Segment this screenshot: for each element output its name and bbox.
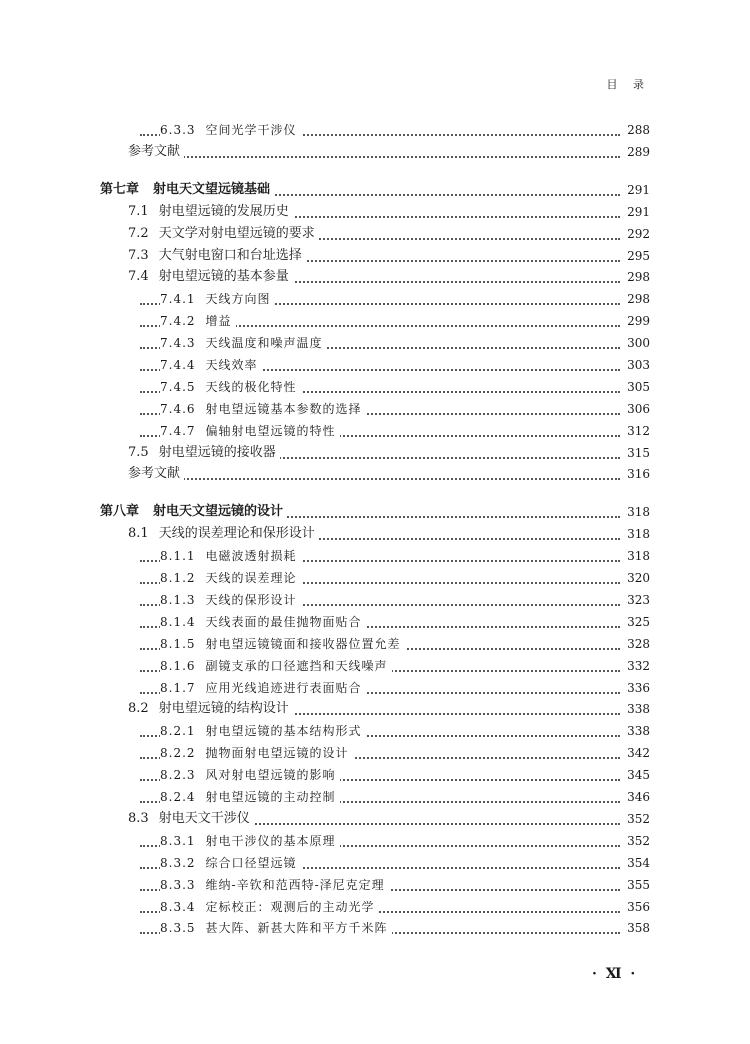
toc-entry-page: 318 <box>623 523 650 545</box>
toc-entry-title: 维纳-辛钦和范西特-泽尼克定理 <box>205 878 385 892</box>
toc-entry-number: 8.3.5 <box>160 921 196 935</box>
toc-entry-number: 7.3 <box>128 248 149 263</box>
toc-section-entry <box>0 698 750 720</box>
toc-subsection-entry <box>0 354 750 376</box>
toc-entry-label <box>160 742 353 764</box>
toc-entry-label <box>128 245 306 267</box>
toc-subsection-entry <box>0 611 750 633</box>
toc-entry-number: 7.2 <box>128 226 149 241</box>
toc-section-entry <box>0 245 750 267</box>
toc-entry-label <box>160 567 301 589</box>
toc-entry-page: 306 <box>623 398 650 420</box>
toc-entry-label <box>160 545 301 567</box>
toc-subsection-entry <box>0 119 750 141</box>
toc-subsection-entry <box>0 589 750 611</box>
toc-entry-number: 6.3.3 <box>160 123 196 137</box>
toc-subsection-entry <box>0 874 750 896</box>
toc-subsection-entry <box>0 633 750 655</box>
toc-entry-number: 8.1.6 <box>160 659 196 673</box>
toc-entry-label <box>160 633 405 655</box>
toc-entry-number: 8.3.4 <box>160 900 196 914</box>
toc-entry-title: 参考文献 <box>128 144 181 159</box>
toc-entry-label <box>128 463 184 485</box>
toc-entry-title: 射电望远镜的接收器 <box>158 445 276 460</box>
toc-entry-title: 甚大阵、新甚大阵和平方千米阵 <box>205 921 388 935</box>
toc-entry-number: 7.4.7 <box>160 424 196 438</box>
toc-entry-page: 305 <box>623 376 650 398</box>
toc-entry-number: 8.1 <box>128 526 149 541</box>
toc-entry-title: 大气射电窗口和台址选择 <box>158 248 302 263</box>
toc-entry-title: 天线的误差理论 <box>205 571 297 585</box>
toc-entry-title: 射电望远镜的基本结构形式 <box>205 724 362 738</box>
toc-entry-label <box>160 786 340 808</box>
toc-subsection-entry <box>0 567 750 589</box>
toc-entry-title: 射电望远镜的主动控制 <box>205 790 336 804</box>
toc-entry-number: 8.3.2 <box>160 856 196 870</box>
toc-entry-number: 8.1.5 <box>160 637 196 651</box>
toc-entry-page: 288 <box>623 119 650 141</box>
toc-entry-label <box>160 852 301 874</box>
toc-entry-label <box>160 896 379 918</box>
toc-entry-page: 289 <box>623 141 650 163</box>
toc-subsection-entry <box>0 764 750 786</box>
toc-entry-number: 7.4.4 <box>160 358 196 372</box>
toc-entry-page: 299 <box>623 310 650 332</box>
toc-entry-title: 空间光学干涉仪 <box>205 123 297 137</box>
toc-entry-label <box>160 119 301 141</box>
toc-entry-label <box>128 808 254 830</box>
toc-entry-title: 天线的保形设计 <box>205 593 297 607</box>
toc-entry-title: 综合口径望远镜 <box>205 856 297 870</box>
toc-entry-title: 偏轴射电望远镜的特性 <box>205 424 336 438</box>
toc-entry-page: 300 <box>623 332 650 354</box>
toc-entry-page: 345 <box>623 764 650 786</box>
leader-dots <box>140 477 620 480</box>
toc-entry-title: 射电望远镜的结构设计 <box>158 701 289 716</box>
toc-subsection-entry <box>0 376 750 398</box>
toc-entry-title: 射电干涉仪的基本原理 <box>205 834 336 848</box>
toc-subsection-entry <box>0 852 750 874</box>
toc-entry-label <box>160 677 366 699</box>
toc-section-entry <box>0 266 750 288</box>
toc-entry-page: 312 <box>623 420 650 442</box>
toc-entry-number: 8.2.1 <box>160 724 196 738</box>
toc-entry-page: 318 <box>623 501 650 523</box>
toc-entry-title: 电磁波透射损耗 <box>205 549 297 563</box>
toc-entry-number: 7.4 <box>128 269 149 284</box>
toc-entry-label <box>160 917 392 939</box>
toc-section-entry <box>0 442 750 464</box>
toc-entry-title: 天文学对射电望远镜的要求 <box>158 226 315 241</box>
toc-chapter-entry <box>0 179 750 201</box>
toc-section-entry <box>0 523 750 545</box>
toc-entry-page: 298 <box>623 288 650 310</box>
toc-entry-title: 射电望远镜镜面和接收器位置允差 <box>205 637 401 651</box>
toc-entry-label <box>160 398 366 420</box>
toc-entry-number: 8.2.2 <box>160 746 196 760</box>
toc-entry-page: 346 <box>623 786 650 808</box>
toc-entry-number: 7.4.1 <box>160 292 196 306</box>
toc-entry-label <box>128 223 319 245</box>
toc-entry-number: 8.1.4 <box>160 615 196 629</box>
toc-entry-label <box>100 501 287 523</box>
toc-references-entry <box>0 463 750 485</box>
toc-section-entry <box>0 808 750 830</box>
toc-entry-number: 7.4.2 <box>160 314 196 328</box>
toc-entry-title: 射电天文望远镜的设计 <box>153 504 284 519</box>
toc-entry-number: 8.1.7 <box>160 681 196 695</box>
toc-entry-page: 323 <box>623 589 650 611</box>
toc-entry-title: 定标校正：观测后的主动光学 <box>205 900 375 914</box>
toc-entry-title: 天线表面的最佳抛物面贴合 <box>205 615 362 629</box>
toc-entry-page: 291 <box>623 201 650 223</box>
toc-entry-page: 338 <box>623 720 650 742</box>
toc-entry-number: 8.1.1 <box>160 549 196 563</box>
toc-section-entry <box>0 201 750 223</box>
toc-entry-page: 295 <box>623 245 650 267</box>
toc-entry-page: 303 <box>623 354 650 376</box>
toc-entry-title: 增益 <box>205 314 232 328</box>
toc-entry-page: 354 <box>623 852 650 874</box>
toc-entry-title: 射电天文干涉仪 <box>158 811 250 826</box>
toc-subsection-entry <box>0 677 750 699</box>
toc-subsection-entry <box>0 332 750 354</box>
toc-entry-label <box>160 376 301 398</box>
toc-entry-title: 风对射电望远镜的影响 <box>205 768 336 782</box>
toc-entry-number: 8.3 <box>128 811 149 826</box>
toc-entry-title: 天线效率 <box>205 358 258 372</box>
toc-subsection-entry <box>0 720 750 742</box>
toc-entry-title: 天线方向图 <box>205 292 271 306</box>
toc-subsection-entry <box>0 288 750 310</box>
toc-entry-page: 292 <box>623 223 650 245</box>
toc-entry-number: 8.2 <box>128 701 149 716</box>
toc-entry-number: 7.4.5 <box>160 380 196 394</box>
toc-entry-page: 352 <box>623 830 650 852</box>
toc-chapter-entry <box>0 501 750 523</box>
running-head: 目 录 <box>606 78 650 91</box>
toc-entry-title: 射电望远镜基本参数的选择 <box>205 402 362 416</box>
toc-section-entry <box>0 223 750 245</box>
toc-entry-label <box>160 611 366 633</box>
toc-entry-number: 第八章 <box>100 504 140 519</box>
toc-entry-label <box>160 420 340 442</box>
toc-subsection-entry <box>0 398 750 420</box>
toc-entry-title: 应用光线追迹进行表面贴合 <box>205 681 362 695</box>
toc-entry-label <box>128 201 293 223</box>
leader-dots <box>140 155 620 158</box>
toc-references-entry <box>0 141 750 163</box>
toc-entry-title: 参考文献 <box>128 466 181 481</box>
toc-entry-label <box>100 179 274 201</box>
toc-entry-number: 8.1.3 <box>160 593 196 607</box>
toc-entry-number: 8.3.3 <box>160 878 196 892</box>
toc-entry-label <box>160 655 392 677</box>
toc-entry-label <box>160 354 262 376</box>
toc-entry-page: 291 <box>623 179 650 201</box>
toc-entry-page: 356 <box>623 896 650 918</box>
toc-entry-label <box>128 141 184 163</box>
toc-entry-label <box>160 830 340 852</box>
toc-entry-title: 副镜支承的口径遮挡和天线噪声 <box>205 659 388 673</box>
toc-entry-label <box>160 288 275 310</box>
toc-entry-label <box>160 720 366 742</box>
toc-entry-page: 328 <box>623 633 650 655</box>
toc-entry-title: 天线的误差理论和保形设计 <box>158 526 315 541</box>
toc-entry-page: 355 <box>623 874 650 896</box>
toc-entry-label <box>160 764 340 786</box>
toc-entry-page: 298 <box>623 266 650 288</box>
toc-entry-page: 342 <box>623 742 650 764</box>
toc-subsection-entry <box>0 917 750 939</box>
toc-entry-page: 315 <box>623 442 650 464</box>
toc-entry-title: 天线的极化特性 <box>205 380 297 394</box>
toc-entry-label <box>128 698 293 720</box>
toc-subsection-entry <box>0 830 750 852</box>
toc-entry-page: 320 <box>623 567 650 589</box>
toc-entry-number: 7.4.6 <box>160 402 196 416</box>
toc-entry-page: 358 <box>623 917 650 939</box>
toc-entry-title: 射电望远镜的发展历史 <box>158 204 289 219</box>
toc-entry-label <box>160 874 389 896</box>
toc-entry-page: 318 <box>623 545 650 567</box>
toc-subsection-entry <box>0 545 750 567</box>
toc-entry-label <box>160 310 236 332</box>
toc-entry-label <box>160 589 301 611</box>
toc-entry-number: 8.2.4 <box>160 790 196 804</box>
toc-entry-number: 7.1 <box>128 204 149 219</box>
toc-entry-label <box>160 332 327 354</box>
toc-entry-page: 332 <box>623 655 650 677</box>
toc-entry-number: 8.1.2 <box>160 571 196 585</box>
toc-entry-title: 天线温度和噪声温度 <box>205 336 323 350</box>
toc-entry-label <box>128 266 293 288</box>
toc-entry-number: 8.2.3 <box>160 768 196 782</box>
toc-entry-label <box>128 523 319 545</box>
toc-entry-number: 第七章 <box>100 182 140 197</box>
toc-subsection-entry <box>0 655 750 677</box>
toc-entry-page: 325 <box>623 611 650 633</box>
toc-entry-number: 8.3.1 <box>160 834 196 848</box>
toc-entry-page: 316 <box>623 463 650 485</box>
toc-entry-title: 射电天文望远镜基础 <box>153 182 271 197</box>
toc-entry-page: 352 <box>623 808 650 830</box>
toc-subsection-entry <box>0 420 750 442</box>
toc-entry-page: 338 <box>623 698 650 720</box>
toc-entry-title: 抛物面射电望远镜的设计 <box>205 746 349 760</box>
toc-subsection-entry <box>0 896 750 918</box>
toc-subsection-entry <box>0 310 750 332</box>
toc-subsection-entry <box>0 742 750 764</box>
toc-subsection-entry <box>0 786 750 808</box>
toc-entry-number: 7.4.3 <box>160 336 196 350</box>
toc-entry-title: 射电望远镜的基本参量 <box>158 269 289 284</box>
page-number-folio: · Ⅺ · <box>592 966 638 982</box>
toc-entry-number: 7.5 <box>128 445 149 460</box>
toc-entry-label <box>128 442 280 464</box>
toc-entry-page: 336 <box>623 677 650 699</box>
